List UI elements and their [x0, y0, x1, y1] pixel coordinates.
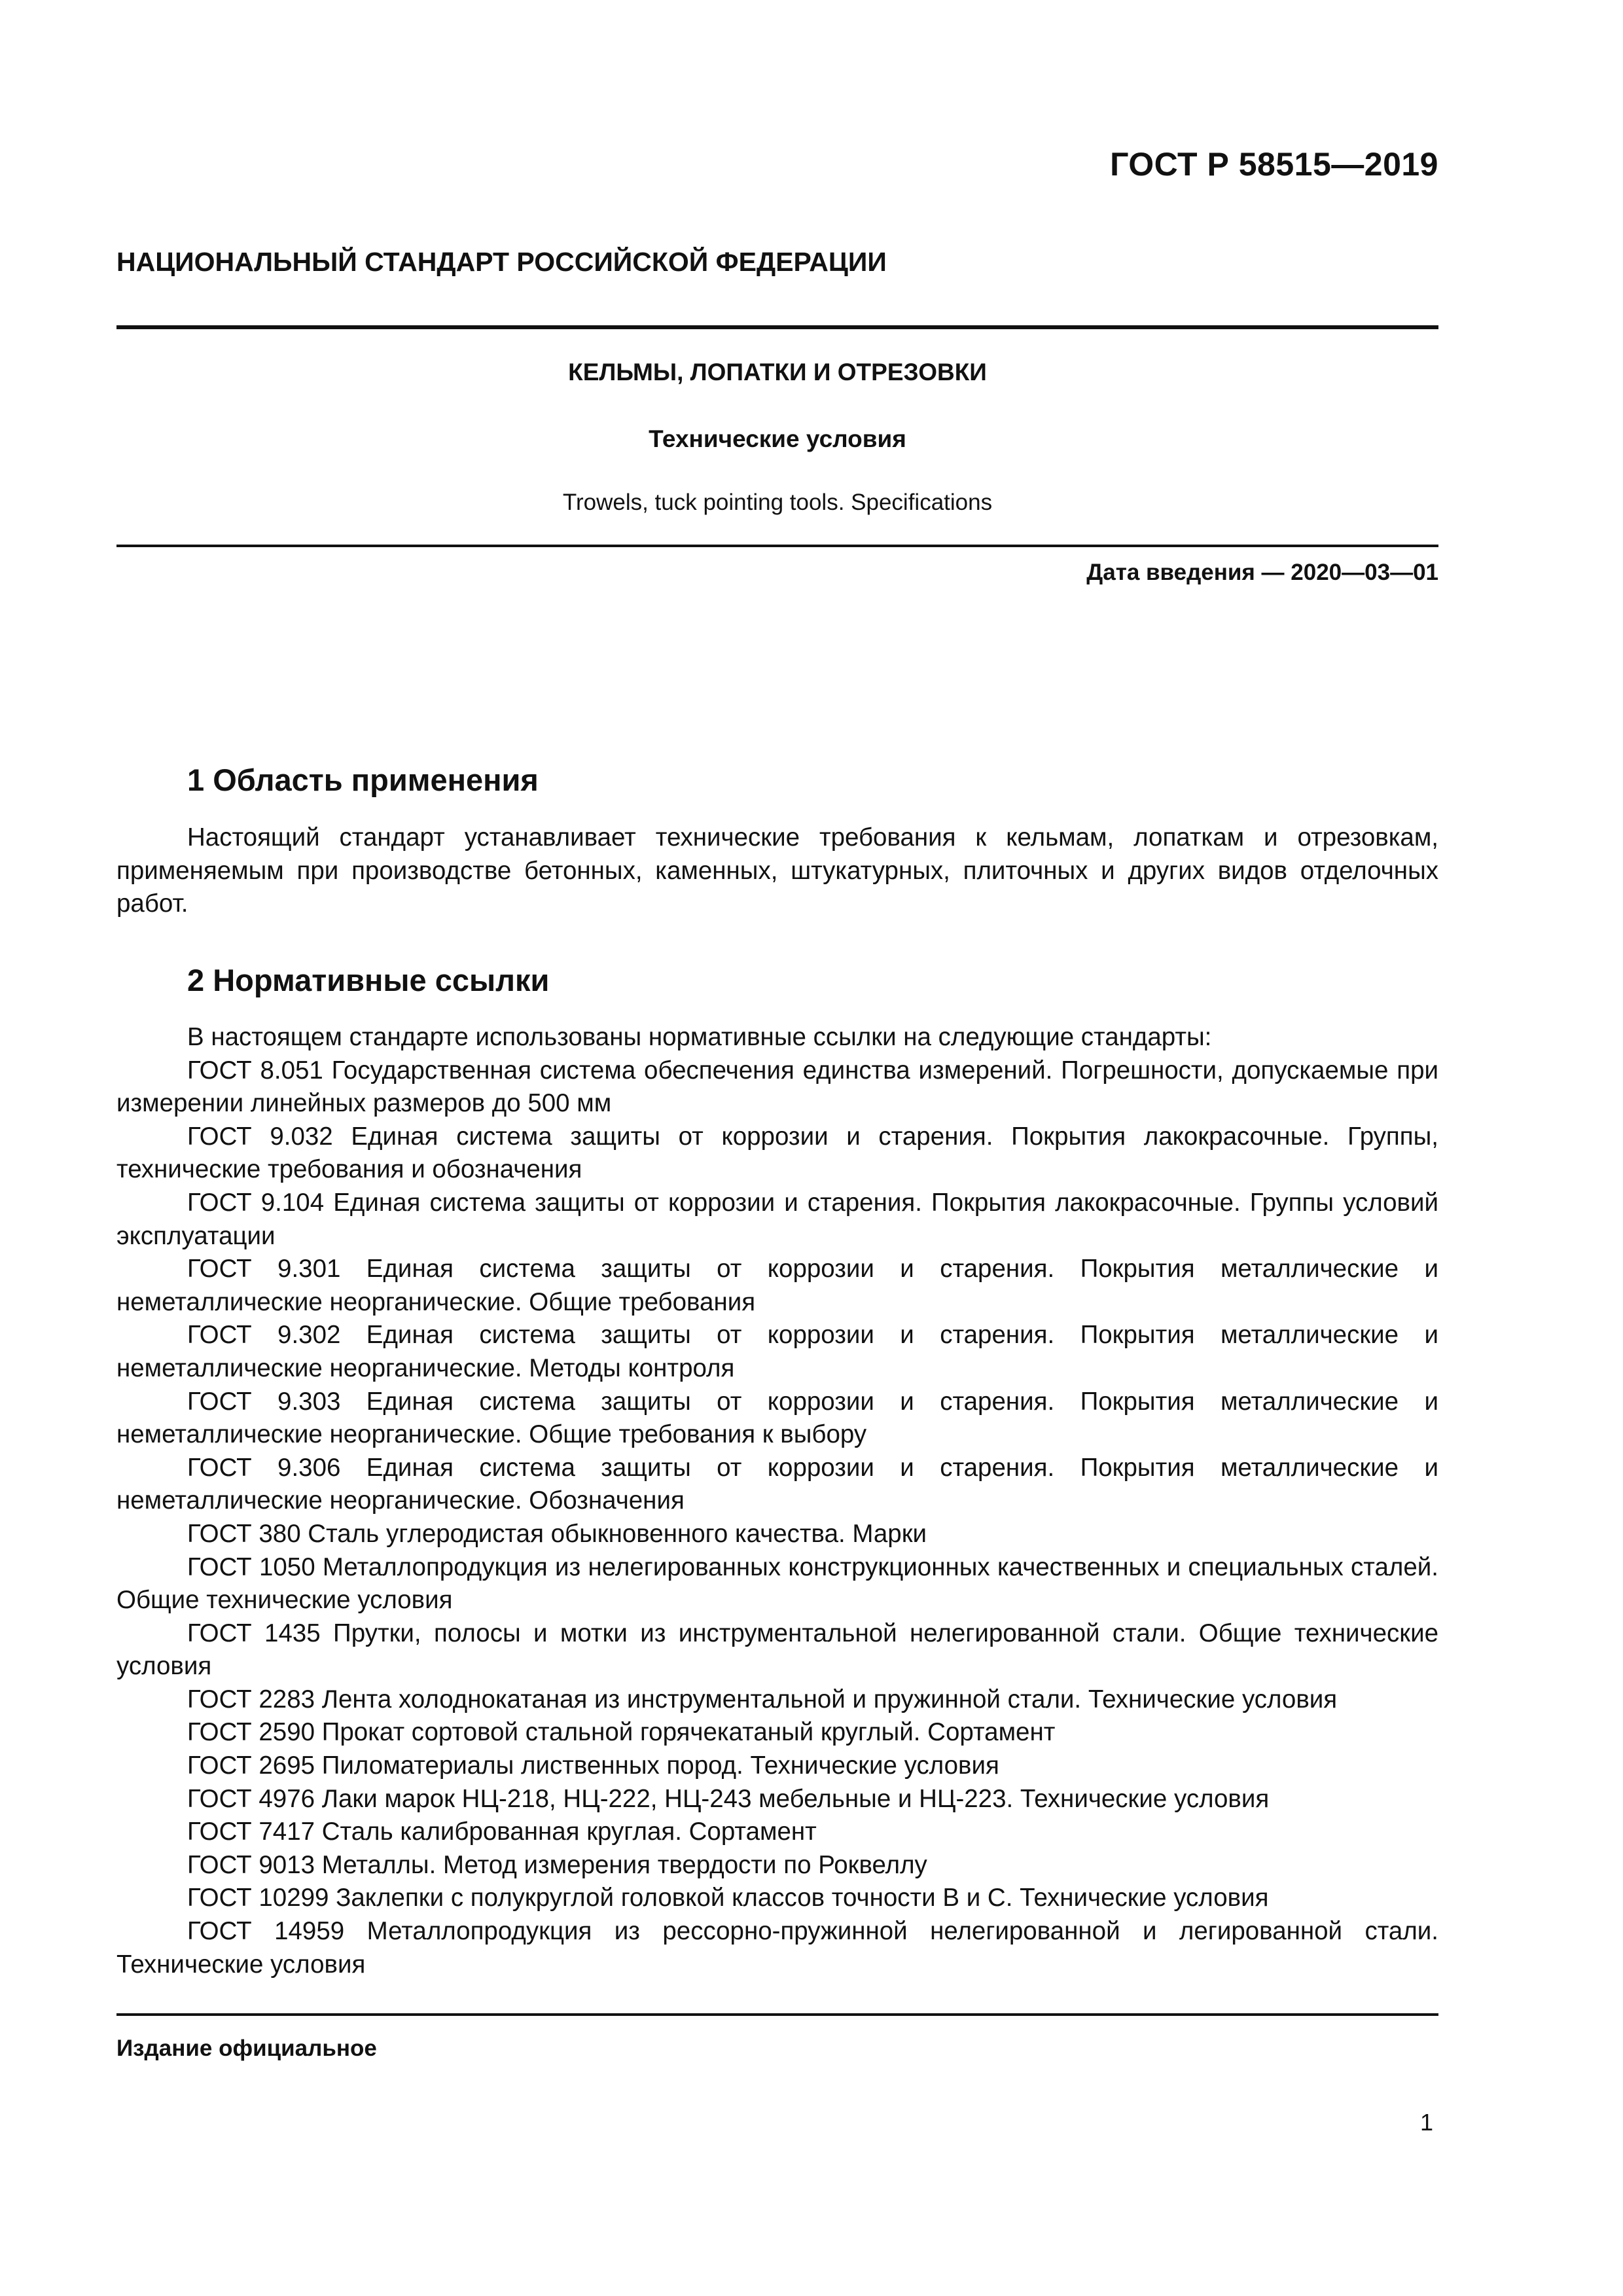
reference-item: ГОСТ 9.301 Единая система защиты от коррозии и старения. Покрытия металлические и неметаллические неорганические. Общие требования [116, 1255, 1438, 1316]
document-subtitle: Технические условия [649, 425, 906, 452]
reference-item: ГОСТ 8.051 Государственная система обеспечения единства измерений. Погрешности, допускаемые при измерении линейных размеров до 500 мм [116, 1056, 1438, 1118]
references-section [116, 1021, 1438, 1981]
reference-item: ГОСТ 7417 Сталь калиброванная круглая. Сортамент [187, 1818, 817, 1846]
reference-item: ГОСТ 1435 Прутки, полосы и мотки из инструментальной нелегированной стали. Общие технические условия [116, 1619, 1438, 1681]
title-rule [116, 545, 1438, 547]
reference-item: ГОСТ 9.303 Единая система защиты от коррозии и старения. Покрытия металлические и неметаллические неорганические. Общие требования к выбору [116, 1387, 1438, 1449]
reference-item: ГОСТ 14959 Металлопродукция из рессорно-пружинной нелегированной и легированной стали. Технические условия [116, 1917, 1438, 1979]
reference-item: ГОСТ 2695 Пиломатериалы лиственных пород. Технические условия [187, 1751, 999, 1780]
footer-rule [116, 2013, 1438, 2016]
references-lead: В настоящем стандарте использованы нормативные ссылки на следующие стандарты: [187, 1023, 1212, 1051]
section-heading-references: 2 Нормативные ссылки [187, 963, 550, 997]
reference-item: ГОСТ 9.104 Единая система защиты от коррозии и старения. Покрытия лакокрасочные. Группы условий эксплуатации [116, 1188, 1438, 1250]
reference-item: ГОСТ 1050 Металлопродукция из нелегированных конструкционных качественных и специальных сталей. Общие технические условия [116, 1552, 1438, 1615]
reference-item: ГОСТ 9013 Металлы. Метод измерения твердости по Роквеллу [187, 1850, 927, 1879]
reference-item: ГОСТ 10299 Заклепки с полукруглой головкой классов точности В и С. Технические условия [187, 1884, 1269, 1912]
document-page [116, 0, 1438, 2296]
reference-item: ГОСТ 2283 Лента холоднокатаная из инструментальной и пружинной стали. Технические условия [187, 1685, 1338, 1713]
reference-item: ГОСТ 2590 Прокат сортовой стальной горячекатаный круглый. Сортамент [187, 1718, 1056, 1747]
reference-item: ГОСТ 9.306 Единая система защиты от коррозии и старения. Покрытия металлические и неметаллические неорганические. Обозначения [116, 1453, 1438, 1515]
document-code: ГОСТ Р 58515—2019 [1110, 146, 1438, 183]
section-heading-scope: 1 Область применения [187, 762, 539, 797]
official-edition-label: Издание официальное [116, 2036, 377, 2061]
english-title: Trowels, tuck pointing tools. Specifications [562, 490, 993, 515]
introduction-date: Дата введения — 2020—03—01 [1086, 560, 1438, 585]
page-number: 1 [1419, 2109, 1433, 2136]
document-title: КЕЛЬМЫ, ЛОПАТКИ И ОТРЕЗОВКИ [568, 359, 987, 386]
national-standard-banner: НАЦИОНАЛЬНЫЙ СТАНДАРТ РОССИЙСКОЙ ФЕДЕРАЦИИ [116, 247, 887, 277]
reference-item: ГОСТ 9.302 Единая система защиты от коррозии и старения. Покрытия металлические и неметаллические неорганические. Методы контроля [116, 1321, 1438, 1382]
scope-paragraph: Настоящий стандарт устанавливает технические требования к кельмам, лопаткам и отрезовкам, применяемым при производстве бетонных, каменных, штукатурных, плиточных и других видов отделочных работ. [116, 823, 1438, 918]
reference-item: ГОСТ 9.032 Единая система защиты от коррозии и старения. Покрытия лакокрасочные. Группы, технические требования и обозначения [116, 1122, 1438, 1184]
reference-item: ГОСТ 4976 Лаки марок НЦ-218, НЦ-222, НЦ-243 мебельные и НЦ-223. Технические условия [187, 1784, 1270, 1813]
header-rule [116, 325, 1438, 329]
reference-item: ГОСТ 380 Сталь углеродистая обыкновенного качества. Марки [187, 1519, 927, 1548]
scope-section [116, 821, 1438, 921]
